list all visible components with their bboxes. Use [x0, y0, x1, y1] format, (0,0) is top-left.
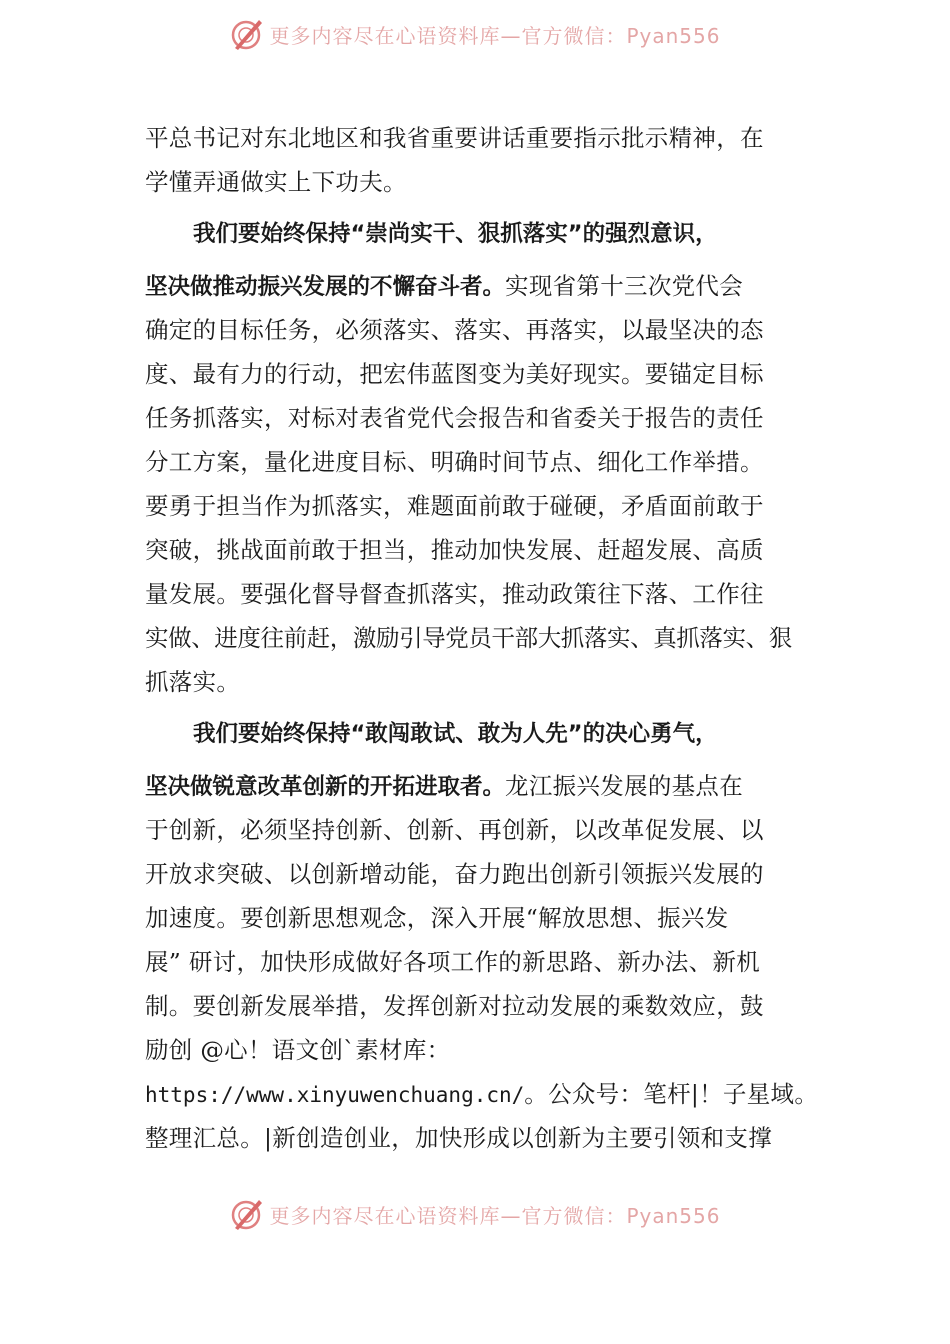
text-line: 突破，挑战面前敢于担当，推动加快发展、赶超发展、高质	[145, 536, 764, 564]
text-line: 度、最有力的行动，把宏伟蓝图变为美好现实。要锚定目标	[145, 360, 764, 388]
paragraph-1	[145, 116, 845, 204]
text-run: 。公众号：笔杆|！子星域。	[524, 1080, 819, 1108]
text-line: 整理汇总。|新创造创业，加快形成以创新为主要引领和支撑	[145, 1124, 773, 1152]
paragraph-heading-cont: 坚决做推动振兴发展的不懈奋斗者。	[145, 274, 506, 300]
text-line: 量发展。要强化督导督查抓落实，推动政策往下落、工作往	[145, 580, 764, 608]
text-line	[145, 764, 845, 808]
paragraph-heading: 我们要始终保持“崇尚实干、狠抓落实”的强烈意识，	[193, 221, 718, 247]
watermark-text: 更多内容尽在心语资料库—官方微信：Pyan556	[269, 23, 721, 48]
text-line: 学懂弄通做实上下功夫。	[145, 168, 407, 196]
text-run: 实现省第十三次党代会	[505, 272, 744, 300]
brush-logo-icon	[229, 16, 265, 52]
text-line: 平总书记对东北地区和我省重要讲话重要指示批示精神，在	[145, 124, 764, 152]
brush-logo-icon	[229, 1196, 265, 1232]
text-line: 抓落实。	[145, 668, 241, 696]
text-line: 任务抓落实，对标对表省党代会报告和省委关于报告的责任	[145, 404, 764, 432]
text-line	[145, 264, 845, 308]
watermark-text: 更多内容尽在心语资料库—官方微信：Pyan556	[269, 1203, 721, 1228]
text-run: 龙江振兴发展的基点在	[505, 772, 744, 800]
text-line: 于创新，必须坚持创新、创新、再创新，以改革促发展、以	[145, 816, 764, 844]
document-body	[145, 116, 845, 1160]
paragraph-2	[145, 212, 845, 704]
paragraph-heading-cont: 坚决做锐意改革创新的开拓进取者。	[145, 774, 506, 800]
text-line: 制。要创新发展举措，发挥创新对拉动发展的乘数效应，鼓	[145, 992, 764, 1020]
website-link[interactable]: https://www.xinyuwenchuang.cn/	[145, 1083, 525, 1107]
text-line: 确定的目标任务，必须落实、落实、再落实，以最坚决的态	[145, 316, 764, 344]
text-line: 励创 @心！语文创`素材库：	[145, 1036, 451, 1064]
text-line: 展” 研讨，加快形成做好各项工作的新思路、新办法、新机	[145, 948, 761, 976]
text-line: 开放求突破、以创新增动能，奋力跑出创新引领振兴发展的	[145, 860, 764, 888]
text-line: 实做、进度往前赶，激励引导党员干部大抓落实、真抓落实、狠	[145, 624, 792, 652]
text-line	[145, 1072, 845, 1116]
header-watermark	[0, 14, 950, 54]
text-line: 分工方案，量化进度目标、明确时间节点、细化工作举措。	[145, 448, 764, 476]
text-line: 加速度。要创新思想观念，深入开展“解放思想、振兴发	[145, 904, 729, 932]
paragraph-3	[145, 712, 845, 1160]
text-line: 要勇于担当作为抓落实，难题面前敢于碰硬，矛盾面前敢于	[145, 492, 764, 520]
paragraph-heading: 我们要始终保持“敢闯敢试、敢为人先”的决心勇气，	[193, 721, 718, 747]
footer-watermark	[0, 1194, 950, 1234]
